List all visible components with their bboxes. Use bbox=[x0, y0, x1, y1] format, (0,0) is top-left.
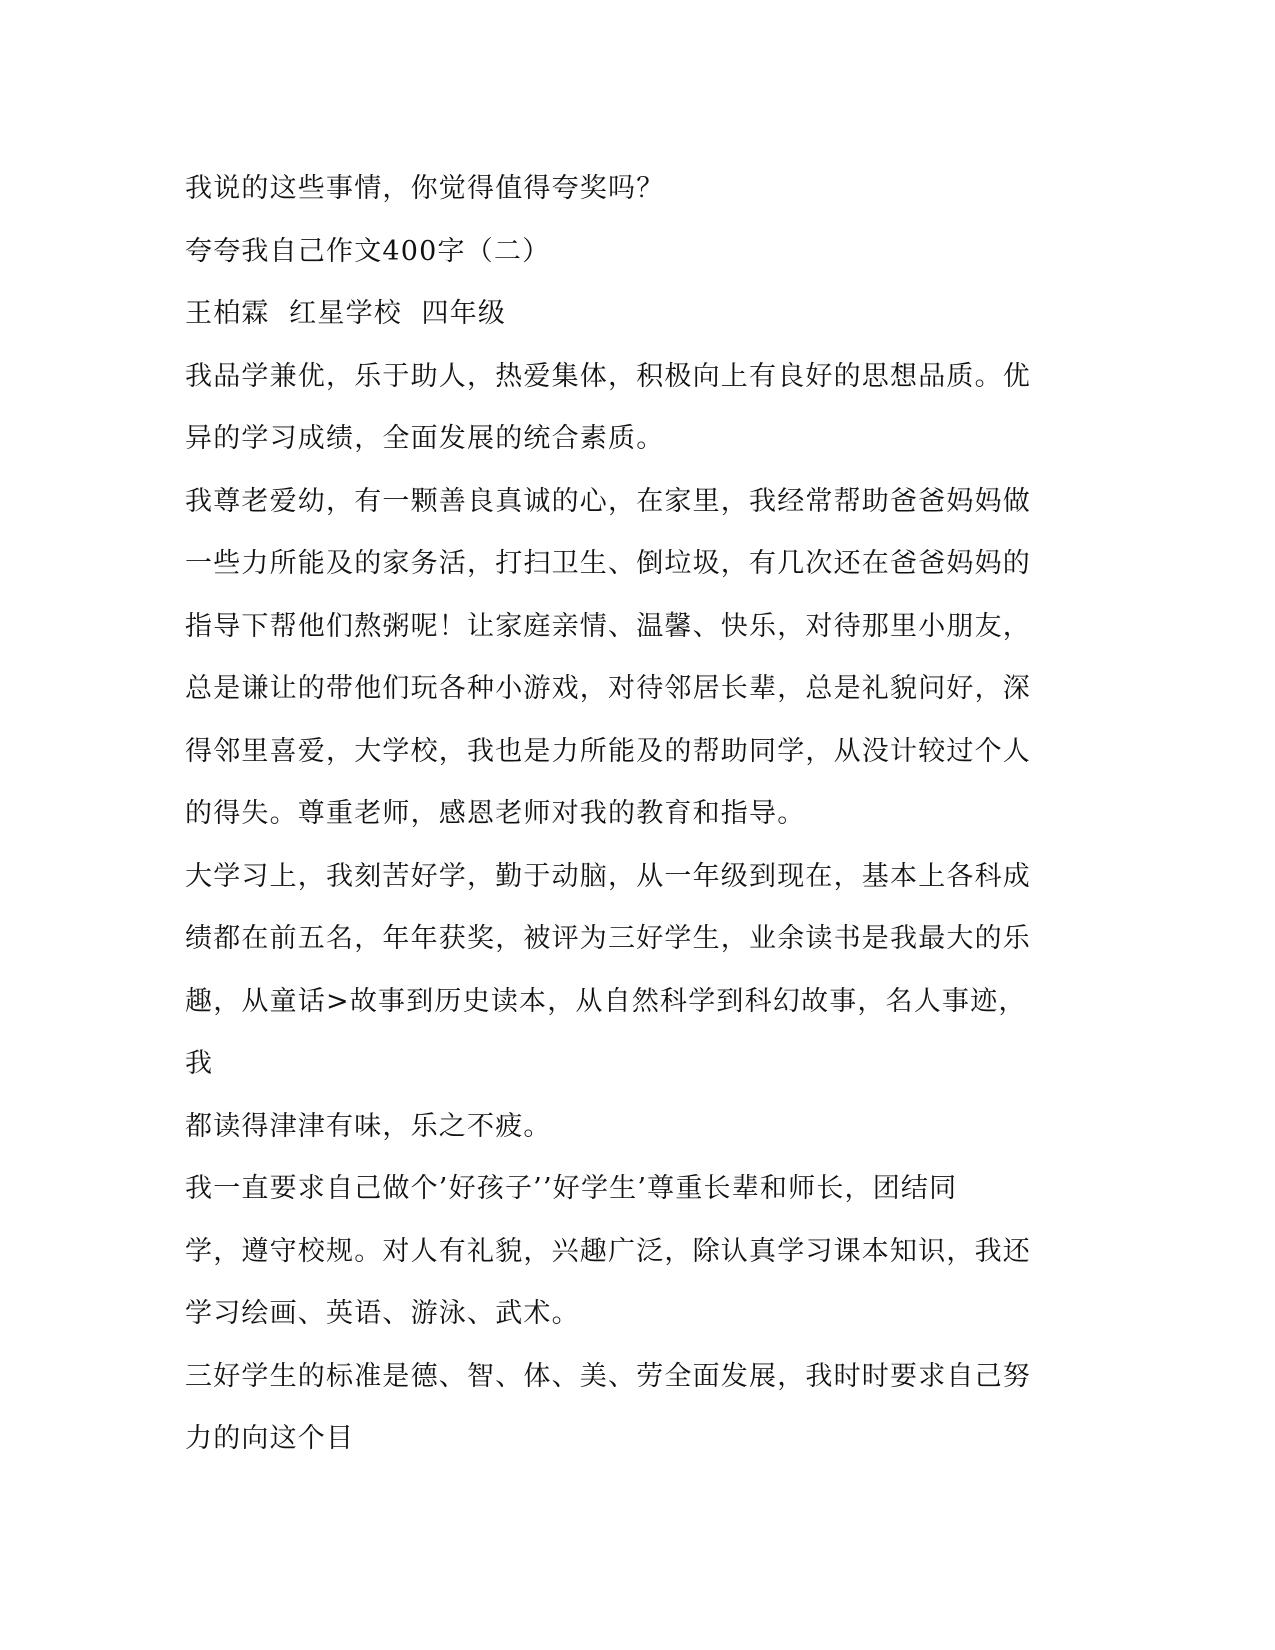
text-line: 异的学习成绩，全面发展的统合素质。 bbox=[185, 423, 665, 454]
author-line: 王柏霖 红星学校 四年级 bbox=[185, 298, 507, 329]
text-line: 我说的这些事情，你觉得值得夸奖吗？ bbox=[185, 173, 665, 204]
text-line: 我品学兼优，乐于助人，热爱集体，积极向上有良好的思想品质。优 bbox=[185, 360, 1031, 392]
text-line: 得邻里喜爱，大学校，我也是力所能及的帮助同学，从没计较过个人 bbox=[185, 735, 1031, 767]
text-line: 我一直要求自己做个’好孩子’’好学生’尊重长辈和师长，团结同 bbox=[185, 1173, 958, 1204]
text-line: 我尊老爱幼，有一颗善良真诚的心，在家里，我经常帮助爸爸妈妈做 bbox=[185, 485, 1031, 517]
text-line: 学习绘画、英语、游泳、武术。 bbox=[185, 1298, 580, 1329]
text-line: 总是谦让的带他们玩各种小游戏，对待邻居长辈，总是礼貌问好，深 bbox=[185, 673, 1031, 704]
essay-title: 夸夸我自己作文400字（二） bbox=[185, 235, 551, 267]
document-body bbox=[185, 158, 1045, 1471]
text-line: 大学习上，我刻苦好学，勤于动脑，从一年级到现在，基本上各科成 bbox=[185, 860, 1031, 892]
text-line: 学，遵守校规。对人有礼貌，兴趣广泛，除认真学习课本知识，我还 bbox=[185, 1235, 1031, 1267]
text-line: 都读得津津有味，乐之不疲。 bbox=[185, 1110, 552, 1142]
text-line: 一些力所能及的家务活，打扫卫生、倒垃圾，有几次还在爸爸妈妈的 bbox=[185, 548, 1031, 579]
text-line: 绩都在前五名，年年获奖，被评为三好学生，业余读书是我最大的乐 bbox=[185, 923, 1031, 954]
text-line: 指导下帮他们熬粥呢！让家庭亲情、温馨、快乐，对待那里小朋友， bbox=[185, 610, 1031, 642]
text-line: 趣，从童话>故事到历史读本，从自然科学到科幻故事，名人事迹，我 bbox=[185, 985, 1027, 1079]
text-line: 力的向这个目 bbox=[185, 1423, 355, 1454]
text-line: 三好学生的标准是德、智、体、美、劳全面发展，我时时要求自己努 bbox=[185, 1360, 1031, 1392]
text-line: 的得失。尊重老师，感恩老师对我的教育和指导。 bbox=[185, 798, 806, 829]
